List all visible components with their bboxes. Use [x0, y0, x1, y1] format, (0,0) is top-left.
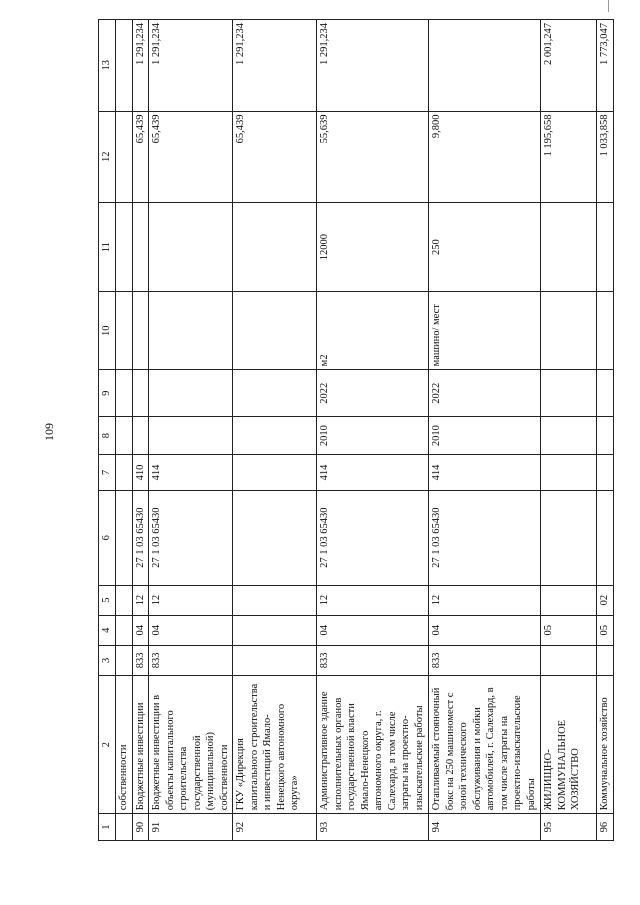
table-cell-col-5: 12 — [149, 585, 233, 615]
table-cell-col-9 — [597, 370, 614, 417]
table-cell-col-8 — [116, 417, 133, 455]
table-cell-col-6 — [597, 490, 614, 585]
table-cell-col-11 — [541, 203, 597, 292]
rotated-table-wrapper — [98, 19, 610, 841]
table-cell-col-11 — [597, 203, 614, 292]
table-cell-col-6 — [233, 490, 317, 585]
table-cell-col-9: 2022 — [317, 370, 429, 417]
table-cell-col-11: 250 — [429, 203, 541, 292]
table-cell-col-1: 96 — [597, 814, 614, 841]
table-cell-col-1: 91 — [149, 814, 233, 841]
table-cell-col-2: ЖИЛИЩНО-КОММУНАЛЬНОЕ ХОЗЯЙСТВО — [541, 675, 597, 813]
table-body — [116, 20, 614, 841]
table-cell-col-9: 2022 — [429, 370, 541, 417]
table-cell-col-12: 1 195,658 — [541, 111, 597, 202]
table-cell-col-9 — [149, 370, 233, 417]
table-cell-col-12: 65,439 — [132, 111, 149, 202]
table-cell-col-6: 27 1 03 65430 — [149, 490, 233, 585]
column-header: 1 — [99, 814, 116, 841]
table-cell-col-13: 1 773,047 — [597, 20, 614, 112]
table-cell-col-7 — [116, 455, 133, 491]
table-cell-col-4: 05 — [597, 615, 614, 645]
table-cell-col-7 — [541, 455, 597, 491]
table-cell-col-12: 1 033,858 — [597, 111, 614, 202]
column-header: 3 — [99, 645, 116, 675]
table-cell-col-6 — [116, 490, 133, 585]
table-cell-col-7: 414 — [429, 455, 541, 491]
table-cell-col-6: 27 1 03 65430 — [429, 490, 541, 585]
table-cell-col-8: 2010 — [317, 417, 429, 455]
table-cell-col-13: 1 291,234 — [132, 20, 149, 112]
table-row — [132, 20, 149, 841]
table-cell-col-7 — [597, 455, 614, 491]
column-header: 10 — [99, 292, 116, 370]
column-header: 7 — [99, 455, 116, 491]
table-cell-col-9 — [132, 370, 149, 417]
table-cell-col-2: Бюджетные инвестиции в объекты капитального строительства государственной (муниципальной) собственности — [149, 675, 233, 813]
table-cell-col-12: 9,800 — [429, 111, 541, 202]
header-row — [99, 20, 116, 841]
table-cell-col-11 — [233, 203, 317, 292]
table-cell-col-11 — [132, 203, 149, 292]
column-header: 9 — [99, 370, 116, 417]
table-cell-col-5: 12 — [317, 585, 429, 615]
table-cell-col-8 — [233, 417, 317, 455]
table-cell-col-4 — [116, 615, 133, 645]
column-header: 6 — [99, 490, 116, 585]
table-cell-col-6: 27 1 03 65430 — [317, 490, 429, 585]
table-cell-col-8: 2010 — [429, 417, 541, 455]
table-row — [149, 20, 233, 841]
table-cell-col-8 — [149, 417, 233, 455]
table-cell-col-9 — [541, 370, 597, 417]
table-cell-col-5 — [116, 585, 133, 615]
table-cell-col-13: 2 001,247 — [541, 20, 597, 112]
table-cell-col-3 — [597, 645, 614, 675]
table-cell-col-4: 04 — [132, 615, 149, 645]
table-cell-col-4 — [233, 615, 317, 645]
table-row — [429, 20, 541, 841]
table-cell-col-3 — [233, 645, 317, 675]
table-cell-col-9 — [233, 370, 317, 417]
table-cell-col-5: 12 — [132, 585, 149, 615]
table-cell-col-8 — [132, 417, 149, 455]
table-cell-col-1: 95 — [541, 814, 597, 841]
table-cell-col-10: машино/ мест — [429, 292, 541, 370]
table-cell-col-5 — [541, 585, 597, 615]
table-cell-col-11: 12000 — [317, 203, 429, 292]
table-row — [541, 20, 597, 841]
table-cell-col-8 — [597, 417, 614, 455]
page-edge-line — [608, 0, 609, 12]
table-cell-col-3: 833 — [132, 645, 149, 675]
column-header: 12 — [99, 111, 116, 202]
table-cell-col-10 — [597, 292, 614, 370]
table-row — [597, 20, 614, 841]
table-cell-col-7: 410 — [132, 455, 149, 491]
table-cell-col-1: 94 — [429, 814, 541, 841]
column-header: 5 — [99, 585, 116, 615]
table-cell-col-3 — [116, 645, 133, 675]
table-cell-col-5: 02 — [597, 585, 614, 615]
table-cell-col-10 — [233, 292, 317, 370]
table-cell-col-1: 92 — [233, 814, 317, 841]
table-cell-col-5: 12 — [429, 585, 541, 615]
table-cell-col-13: 1 291,234 — [149, 20, 233, 112]
table-cell-col-12 — [116, 111, 133, 202]
table-cell-col-4: 04 — [149, 615, 233, 645]
table-cell-col-2: Бюджетные инвестиции — [132, 675, 149, 813]
table-cell-col-3: 833 — [317, 645, 429, 675]
table-cell-col-7: 414 — [317, 455, 429, 491]
budget-table — [98, 19, 614, 841]
column-header: 2 — [99, 675, 116, 813]
table-cell-col-1 — [116, 814, 133, 841]
table-cell-col-7: 414 — [149, 455, 233, 491]
table-cell-col-3 — [541, 645, 597, 675]
table-cell-col-13: 1 291,234 — [233, 20, 317, 112]
column-header: 11 — [99, 203, 116, 292]
table-cell-col-9 — [116, 370, 133, 417]
table-row — [116, 20, 133, 841]
table-cell-col-13: 1 291,234 — [317, 20, 429, 112]
table-cell-col-1: 93 — [317, 814, 429, 841]
table-cell-col-4: 04 — [429, 615, 541, 645]
table-cell-col-10: м2 — [317, 292, 429, 370]
table-cell-col-12: 65,439 — [149, 111, 233, 202]
table-cell-col-10 — [116, 292, 133, 370]
table-cell-col-11 — [149, 203, 233, 292]
table-row — [233, 20, 317, 841]
table-cell-col-2: собственности — [116, 675, 133, 813]
table-cell-col-7 — [233, 455, 317, 491]
table-cell-col-6 — [541, 490, 597, 585]
table-cell-col-11 — [116, 203, 133, 292]
page-number: 109 — [42, 423, 56, 441]
table-cell-col-13 — [429, 20, 541, 112]
column-header: 8 — [99, 417, 116, 455]
table-cell-col-6: 27 1 03 65430 — [132, 490, 149, 585]
table-cell-col-5 — [233, 585, 317, 615]
column-header: 13 — [99, 20, 116, 112]
column-header: 4 — [99, 615, 116, 645]
table-cell-col-1: 90 — [132, 814, 149, 841]
table-row — [317, 20, 429, 841]
table-cell-col-10 — [149, 292, 233, 370]
table-cell-col-12: 65,439 — [233, 111, 317, 202]
table-cell-col-3: 833 — [149, 645, 233, 675]
table-cell-col-12: 55,639 — [317, 111, 429, 202]
table-cell-col-4: 05 — [541, 615, 597, 645]
table-cell-col-2: ГКУ «Дирекция капитального строительства и инвестиций Ямало-Ненецкого автономного округа» — [233, 675, 317, 813]
table-cell-col-3: 833 — [429, 645, 541, 675]
table-cell-col-10 — [132, 292, 149, 370]
table-cell-col-2: Административное здание исполнительных органов государственной власти Ямало-Ненецкого автономного округа, г. Салехард, в том числе затраты на проектно-изыскательские работы — [317, 675, 429, 813]
table-cell-col-4: 04 — [317, 615, 429, 645]
table-cell-col-2: Коммунальное хозяйство — [597, 675, 614, 813]
table-cell-col-10 — [541, 292, 597, 370]
table-cell-col-13 — [116, 20, 133, 112]
table-cell-col-8 — [541, 417, 597, 455]
table-cell-col-2: Отапливаемый стояночный бокс на 250 машиномест с зоной технического обслуживания и мойки автомобилей, г. Салехард, в том числе затраты на проектно-изыскательские работы — [429, 675, 541, 813]
